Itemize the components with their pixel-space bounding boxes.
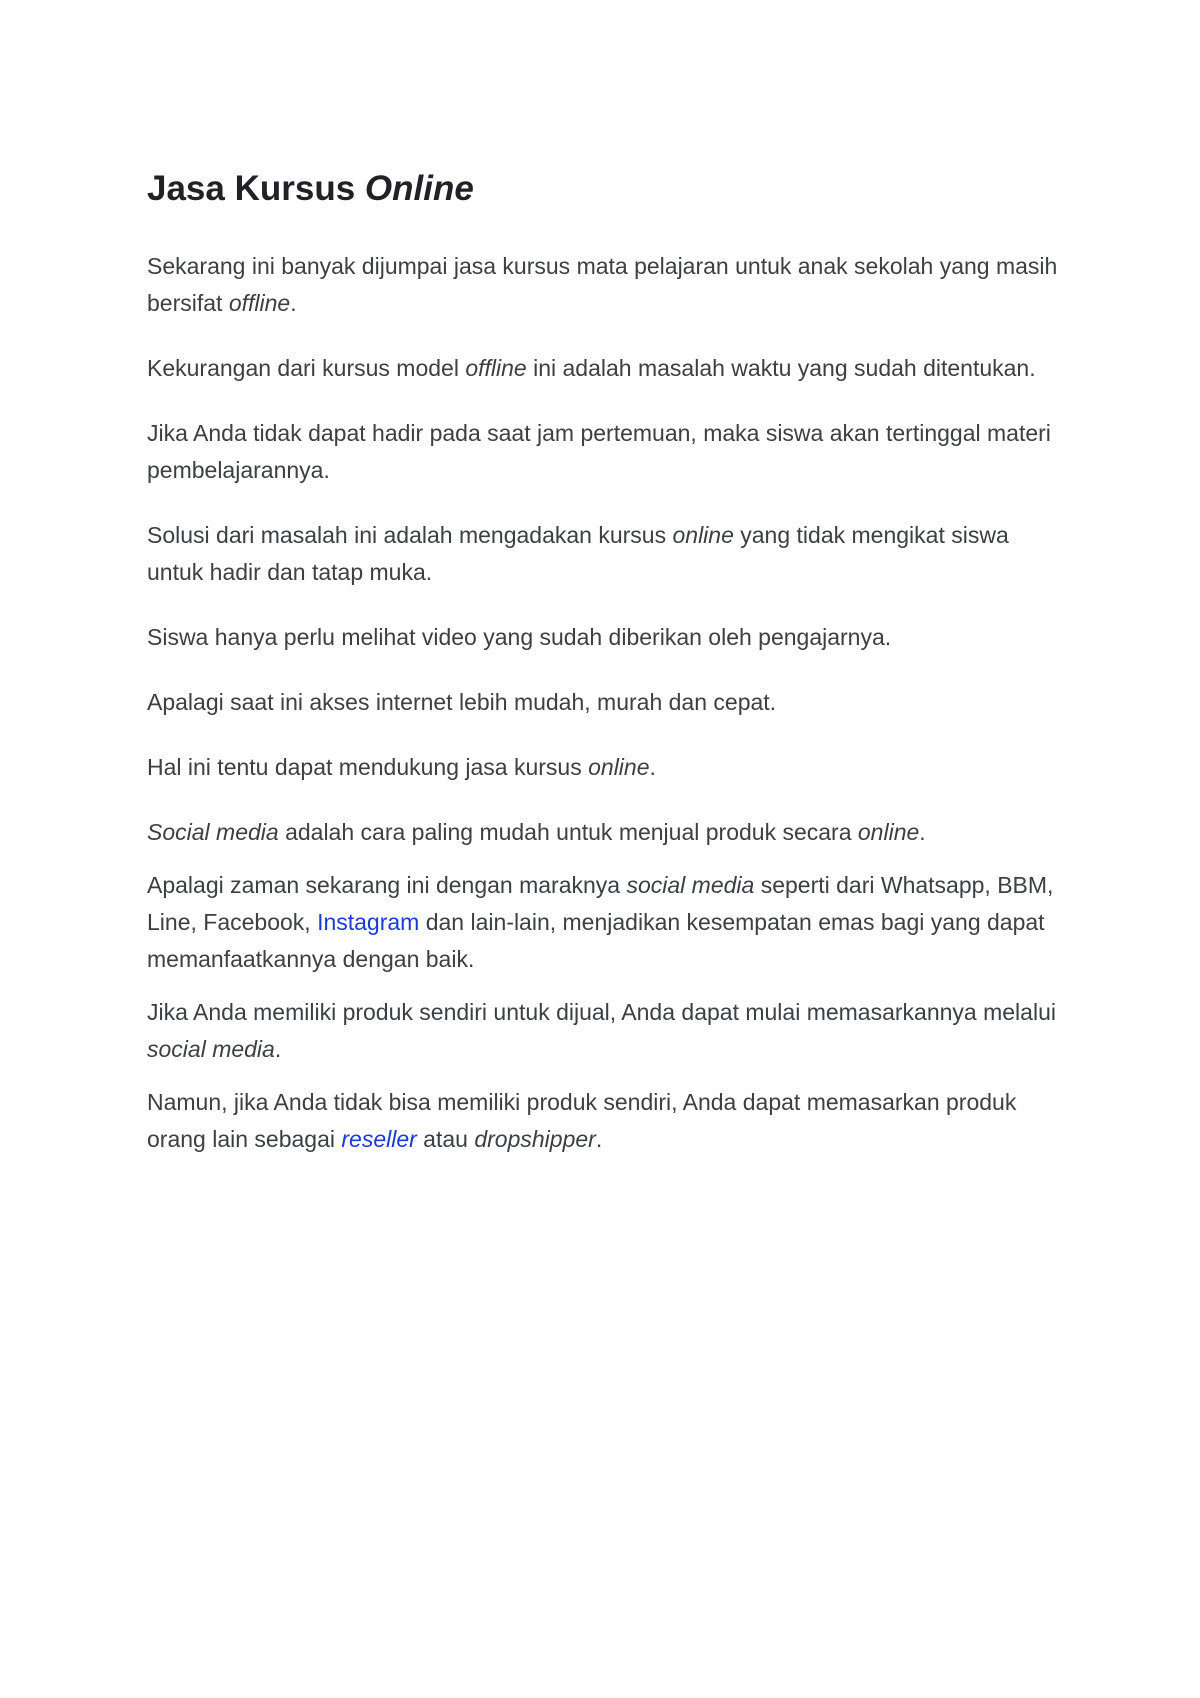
p11-end: . — [595, 1126, 603, 1152]
p10-italic: social media — [147, 1036, 275, 1062]
p8-end: . — [919, 819, 926, 845]
p11-italic: dropshipper — [474, 1126, 596, 1152]
p5-text: Siswa hanya perlu melihat video yang sudah diberikan oleh pengajarnya. — [147, 624, 892, 650]
p9-text-2: seperti dari Whatsapp, BBM, Line, Facebook, — [147, 872, 1054, 935]
p2-text: Kekurangan dari kursus model — [147, 355, 466, 381]
paragraph-9 — [147, 867, 1067, 978]
p2-end: ini adalah masalah waktu yang sudah ditentukan. — [526, 355, 1036, 381]
p9-text: Apalagi zaman sekarang ini dengan maraknya — [147, 872, 627, 898]
p3-text: Jika Anda tidak dapat hadir pada saat jam pertemuan, maka siswa akan tertinggal materi pembelajarannya. — [147, 420, 1051, 483]
paragraph-1 — [147, 248, 1067, 322]
paragraph-11 — [147, 1084, 1067, 1158]
paragraph-4 — [147, 517, 1067, 591]
p6-text: Apalagi saat ini akses internet lebih mudah, murah dan cepat. — [147, 689, 777, 715]
p9-end: dan lain-lain, menjadikan kesempatan emas bagi yang dapat memanfaatkannya dengan baik. — [147, 909, 1045, 972]
p1-text: Sekarang ini banyak dijumpai jasa kursus mata pelajaran untuk anak sekolah yang masih bersifat — [147, 253, 1058, 316]
paragraph-5 — [147, 619, 1067, 656]
p4-text: Solusi dari masalah ini adalah mengadakan kursus — [147, 522, 673, 548]
p8-text: adalah cara paling mudah untuk menjual produk secara — [278, 819, 858, 845]
title-plain: Jasa Kursus — [147, 169, 365, 208]
title-italic: Online — [364, 169, 474, 208]
paragraph-7 — [147, 749, 1067, 786]
p4-italic: online — [672, 522, 734, 548]
p7-text: Hal ini tentu dapat mendukung jasa kursus — [147, 754, 589, 780]
p11-text-2: atau — [416, 1126, 475, 1152]
paragraph-8 — [147, 814, 1067, 851]
p2-italic: offline — [465, 355, 527, 381]
paragraph-3 — [147, 415, 1067, 489]
paragraph-10 — [147, 994, 1067, 1068]
p10-text: Jika Anda memiliki produk sendiri untuk dijual, Anda dapat mulai memasarkannya melalui — [147, 999, 1056, 1025]
p8-italic-start: Social media — [147, 819, 279, 845]
p7-italic: online — [588, 754, 650, 780]
p1-italic: offline — [228, 290, 291, 316]
p11-text: Namun, jika Anda tidak bisa memiliki produk sendiri, Anda dapat memasarkan produk orang lain sebagai — [147, 1089, 1017, 1152]
paragraph-6 — [147, 684, 1067, 721]
instagram-link[interactable]: Instagram — [317, 909, 420, 935]
p1-end: . — [290, 290, 297, 316]
p8-italic: online — [857, 819, 920, 845]
document-page — [147, 168, 1067, 1158]
reseller-link[interactable]: reseller — [341, 1126, 417, 1152]
p7-end: . — [649, 754, 656, 780]
p10-end: . — [274, 1036, 282, 1062]
p4-end: yang tidak mengikat siswa untuk hadir dan tatap muka. — [147, 522, 1009, 585]
p9-italic: social media — [626, 872, 755, 898]
paragraph-2 — [147, 350, 1067, 387]
page-title — [147, 168, 1067, 210]
